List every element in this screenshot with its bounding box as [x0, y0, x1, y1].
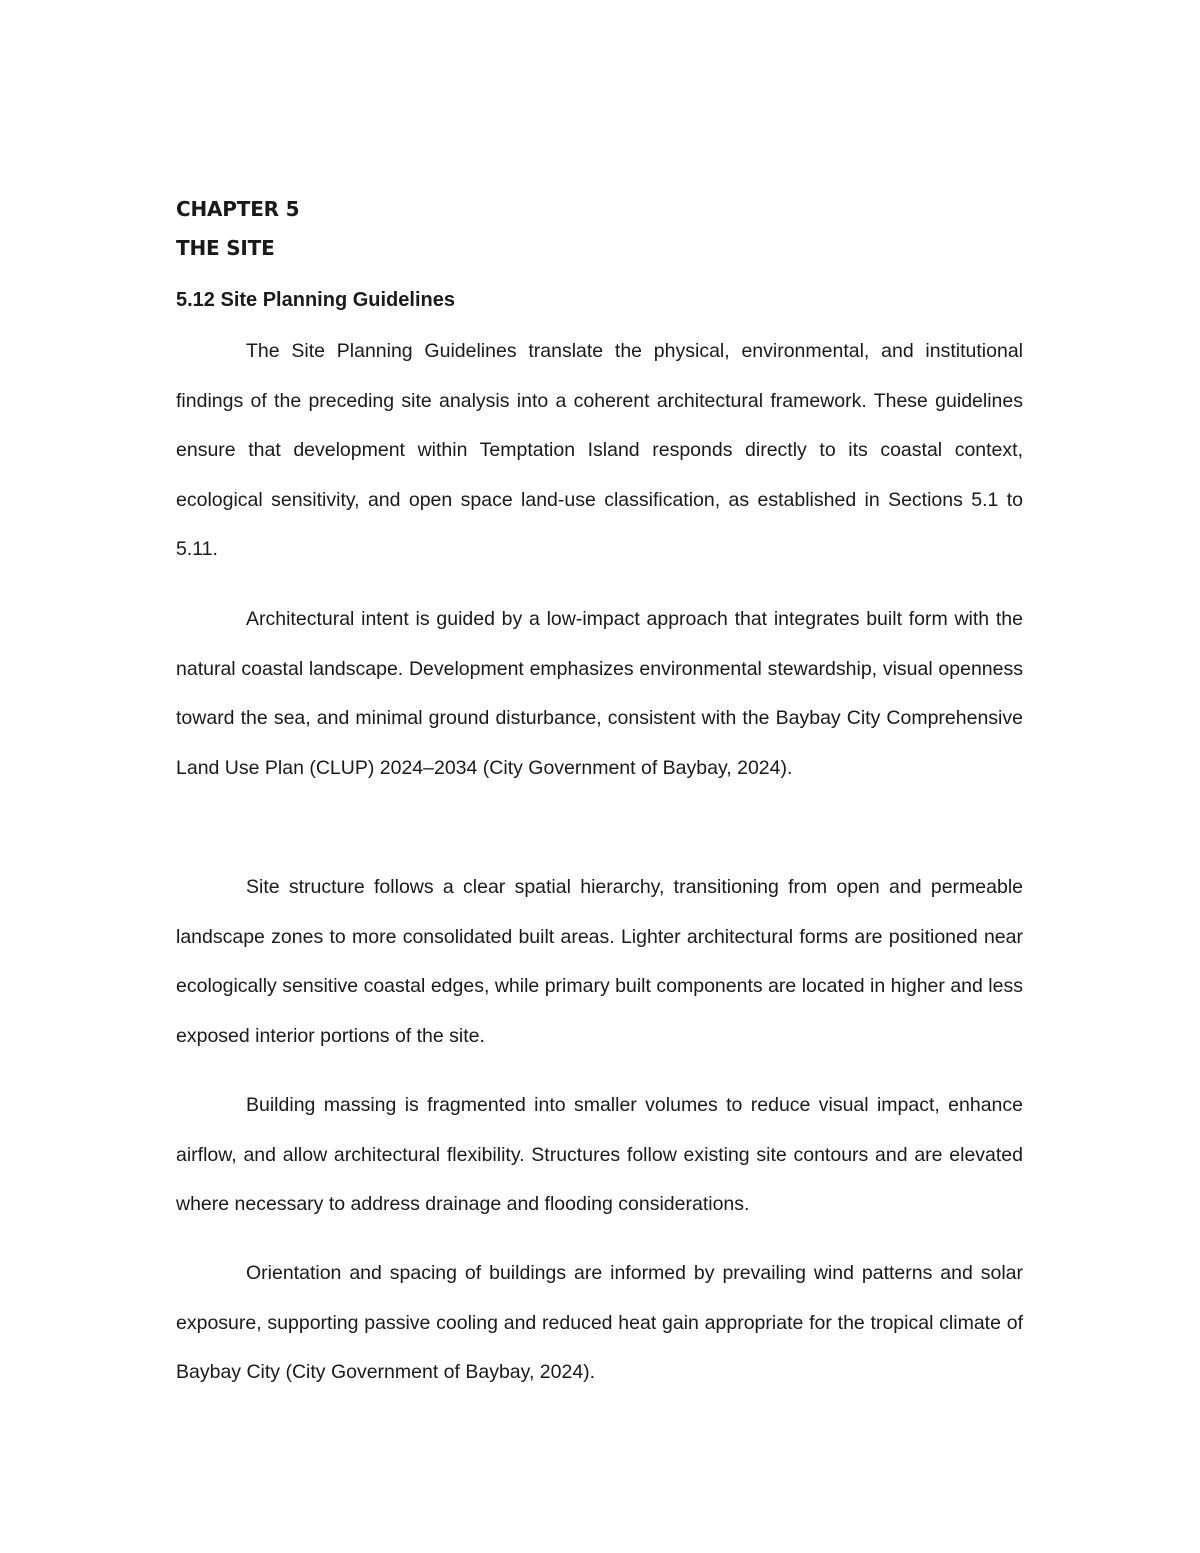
chapter-heading	[176, 190, 299, 268]
body-paragraph: Building massing is fragmented into smaller volumes to reduce visual impact, enhance airflow, and allow architectural flexibility. Structures follow existing site contours and are elevated where necessary to address drainage and flooding considerations.	[176, 1094, 1023, 1216]
chapter-title: THE SITE	[176, 236, 275, 260]
body-paragraph: Site structure follows a clear spatial hierarchy, transitioning from open and permeable landscape zones to more consolidated built areas. Lighter architectural forms are positioned near ecologically sensitive coastal edges, while primary built components are located in higher and less exposed interior portions of the site.	[176, 876, 1023, 1047]
section-title: 5.12 Site Planning Guidelines	[176, 289, 455, 311]
body-paragraph: Architectural intent is guided by a low-impact approach that integrates built form with the natural coastal landscape. Development emphasizes environmental stewardship, visual openness toward the sea, and minimal ground disturbance, consistent with the Baybay City Comprehensive Land Use Plan (CLUP) 2024–2034 (City Government of Baybay, 2024).	[176, 608, 1023, 779]
paragraph-1-block	[176, 327, 1023, 575]
paragraph-3-block	[176, 863, 1023, 1061]
body-paragraph: Orientation and spacing of buildings are informed by prevailing wind patterns and solar exposure, supporting passive cooling and reduced heat gain appropriate for the tropical climate of Baybay City (City Government of Baybay, 2024).	[176, 1262, 1023, 1384]
body-paragraph: The Site Planning Guidelines translate the physical, environmental, and institutional findings of the preceding site analysis into a coherent architectural framework. These guidelines ensure that development within Temptation Island responds directly to its coastal context, ecological sensitivity, and open space land-use classification, as established in Sections 5.1 to 5.11.	[176, 340, 1023, 561]
paragraph-2-block	[176, 595, 1023, 793]
paragraph-4-block	[176, 1081, 1023, 1230]
paragraph-5-block	[176, 1249, 1023, 1398]
chapter-label: CHAPTER 5	[176, 197, 300, 221]
